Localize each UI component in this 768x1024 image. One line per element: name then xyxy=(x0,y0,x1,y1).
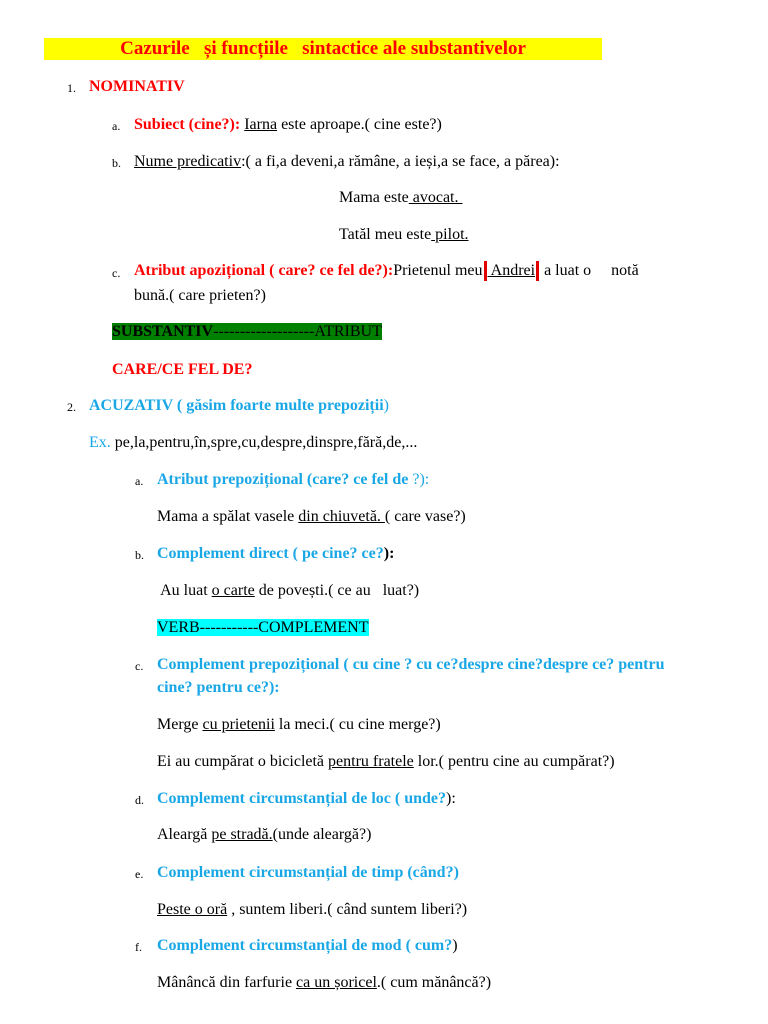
page-title: Cazurile și funcțiile sintactice ale substantivelor xyxy=(120,38,526,59)
item-2a-example xyxy=(157,507,466,527)
underlined-word: pe stradă. xyxy=(211,826,273,843)
verb-complement-highlight xyxy=(157,618,369,638)
section-1-number: 1. xyxy=(67,81,76,95)
item-2a-letter: a. xyxy=(135,474,144,488)
item-2b-letter: b. xyxy=(135,548,144,562)
prepositions-example xyxy=(89,433,417,453)
label-text: Atribut prepozițional (care? ce fel de xyxy=(157,471,409,488)
question-text: .( cum mănâncă?) xyxy=(376,974,492,991)
example-text: Mama este xyxy=(339,189,409,206)
underlined-word: pilot. xyxy=(431,226,469,243)
underlined-word: cu prietenii xyxy=(202,716,275,733)
example-text: Mama a spălat vasele xyxy=(157,508,299,525)
example-text: Mânâncă din farfurie xyxy=(157,974,297,991)
example-tatal xyxy=(339,225,469,245)
item-2b-example xyxy=(157,581,419,601)
nume-predicativ-label: Nume predicativ xyxy=(134,153,242,170)
verb-complement-text: VERB-----------COMPLEMENT xyxy=(157,619,369,636)
item-2d-letter: d. xyxy=(135,793,144,807)
question-text: lor.( pentru cine au cumpărat?) xyxy=(413,753,615,770)
item-2d-example xyxy=(157,825,371,845)
verbs-list: :( a fi,a deveni,a rămâne, a ieși,a se face, a părea): xyxy=(241,153,560,170)
item-2b-label xyxy=(157,544,394,564)
label-end: ?): xyxy=(408,471,430,488)
prepositions-list: pe,la,pentru,în,spre,cu,despre,dinspre,fără,de,... xyxy=(110,434,418,451)
atribut-label: -------------------ATRIBUT xyxy=(213,323,382,340)
item-2c-example-1 xyxy=(157,715,441,735)
label-end: ): xyxy=(446,790,456,807)
section-2-heading xyxy=(89,396,389,416)
substantiv-label: SUBSTANTIV xyxy=(112,323,214,340)
item-1b xyxy=(134,152,560,172)
underlined-word: Andrei xyxy=(487,262,536,279)
underlined-word: din chiuvetă. xyxy=(298,508,385,525)
example-mama xyxy=(339,188,463,208)
item-2c-example-2 xyxy=(157,752,615,772)
question-text: (unde aleargă?) xyxy=(272,826,372,843)
item-1c xyxy=(134,261,639,281)
underlined-word: Peste o oră xyxy=(157,901,228,918)
item-2a-label xyxy=(157,470,429,490)
label-text: Complement circumstanțial de loc ( unde? xyxy=(157,790,447,807)
subject-label: Subiect (cine?): xyxy=(134,116,241,133)
underlined-word: pentru fratele xyxy=(328,753,414,770)
example-text: Au luat xyxy=(157,582,212,599)
sentence-rest: a luat o notă xyxy=(540,262,639,279)
underlined-word: avocat. xyxy=(408,189,463,206)
underlined-word: ca un șoricel xyxy=(296,974,377,991)
question-text: , suntem liberi.( când suntem liberi?) xyxy=(227,901,468,918)
item-1a-letter: a. xyxy=(112,119,121,133)
item-2c-letter: c. xyxy=(135,659,144,673)
section-2-number: 2. xyxy=(67,400,76,414)
item-2f-letter: f. xyxy=(135,940,142,954)
care-ce-fel-de-question: CARE/CE FEL DE? xyxy=(112,361,253,378)
red-mark xyxy=(536,261,539,281)
heading-text: ACUZATIV ( găsim foarte multe prepoziții xyxy=(89,397,384,414)
label-end: ) xyxy=(452,937,458,954)
item-2c-label-line2: cine? pentru ce?): xyxy=(157,679,280,696)
atribut-apozitional-label: Atribut apozițional ( care? ce fel de?): xyxy=(134,262,394,279)
item-2e-label: Complement circumstanțial de timp (când?) xyxy=(157,864,459,881)
item-1c-line2: bună.( care prieten?) xyxy=(134,287,266,304)
item-1b-letter: b. xyxy=(112,156,121,170)
underlined-word: Iarna xyxy=(244,116,278,133)
item-2f-example xyxy=(157,973,491,993)
item-2f-label xyxy=(157,936,458,956)
label-end: ): xyxy=(383,545,395,562)
underlined-word: o carte xyxy=(211,582,255,599)
question-text: ( care vase?) xyxy=(384,508,466,525)
item-2e-letter: e. xyxy=(135,867,144,881)
question-text: de povești.( ce au luat?) xyxy=(254,582,420,599)
section-1-heading: NOMINATIV xyxy=(89,78,185,95)
heading-end: ) xyxy=(383,397,389,414)
item-2e-example xyxy=(157,900,467,920)
item-2c-label-line1: Complement prepozițional ( cu cine ? cu ce?despre cine?despre ce? pentru xyxy=(157,656,665,673)
example-text: Aleargă xyxy=(157,826,212,843)
example-text: Merge xyxy=(157,716,203,733)
sentence-start: Prietenul meu xyxy=(393,262,483,279)
sentence-rest: este aproape.( cine este?) xyxy=(277,116,442,133)
question-text: la meci.( cu cine merge?) xyxy=(274,716,441,733)
example-text: Ei au cumpărat o bicicletă xyxy=(157,753,329,770)
item-1a xyxy=(134,115,442,135)
substantiv-atribut-highlight xyxy=(112,322,382,342)
ex-label: Ex. xyxy=(89,434,111,451)
item-2d-label xyxy=(157,789,456,809)
label-text: Complement circumstanțial de mod ( cum? xyxy=(157,937,453,954)
label-text: Complement direct ( pe cine? ce? xyxy=(157,545,384,562)
item-1c-letter: c. xyxy=(112,266,121,280)
red-mark xyxy=(484,261,487,281)
example-text: Tatăl meu este xyxy=(339,226,432,243)
